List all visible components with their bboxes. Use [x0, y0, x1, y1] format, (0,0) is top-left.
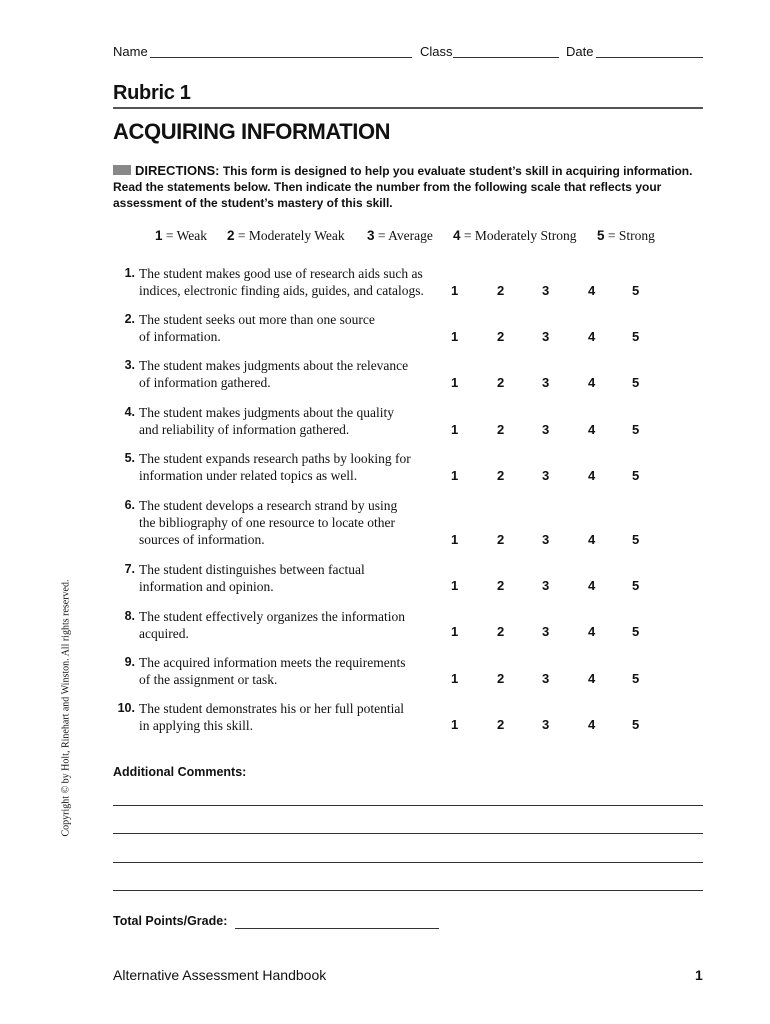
class-field[interactable]: [453, 44, 559, 58]
comment-line[interactable]: [113, 805, 703, 806]
rating-option-1[interactable]: 1: [451, 422, 459, 437]
item-text: The student demonstrates his or her full potential in applying this skill.: [139, 701, 405, 733]
directions-text: This form is designed to help you evaluate student’s skill in acquiring information. Read the statements below. Then indicate the number from the following scale that reflects your assessment of the student’s mastery of this skill.: [113, 164, 693, 210]
rating-option-1[interactable]: 1: [451, 671, 459, 686]
item-number: 1.: [124, 266, 135, 280]
scale-num-4: 4: [453, 228, 461, 243]
item-number: 10.: [117, 701, 135, 715]
rating-option-2[interactable]: 2: [497, 671, 505, 686]
item-text: The acquired information meets the requirements of the assignment or task.: [139, 655, 406, 687]
rating-option-2[interactable]: 2: [497, 468, 505, 483]
rating-option-4[interactable]: 4: [588, 532, 596, 547]
item-text: The student develops a research strand by using the bibliography of one resource to locate other sources of information.: [139, 498, 398, 547]
rating-option-5[interactable]: 5: [632, 283, 640, 298]
rating-option-2[interactable]: 2: [497, 624, 505, 639]
item-number: 9.: [124, 655, 135, 669]
rating-option-5[interactable]: 5: [632, 468, 640, 483]
rating-option-1[interactable]: 1: [451, 375, 459, 390]
name-label: Name: [113, 44, 148, 59]
page-number: 1: [695, 967, 703, 983]
name-field[interactable]: [150, 44, 412, 58]
rating-option-4[interactable]: 4: [588, 375, 596, 390]
rating-option-5[interactable]: 5: [632, 422, 640, 437]
rating-option-5[interactable]: 5: [632, 329, 640, 344]
title-divider: [113, 107, 703, 109]
item-text: The student expands research paths by looking for information under related topics as well.: [139, 451, 411, 483]
item-text: The student effectively organizes the information acquired.: [139, 609, 406, 641]
page-title: ACQUIRING INFORMATION: [113, 119, 391, 144]
rating-option-4[interactable]: 4: [588, 671, 596, 686]
rating-option-5[interactable]: 5: [632, 532, 640, 547]
scale-num-3: 3: [367, 228, 375, 243]
total-field[interactable]: [235, 928, 439, 929]
rating-option-3[interactable]: 3: [542, 375, 550, 390]
comment-line[interactable]: [113, 833, 703, 834]
scale-num-2: 2: [227, 228, 235, 243]
item-text: The student makes good use of research aids such as indices, electronic finding aids, guides, and catalogs.: [139, 266, 424, 298]
rating-option-3[interactable]: 3: [542, 717, 550, 732]
item-number: 6.: [124, 498, 135, 512]
item-number: 5.: [124, 451, 135, 465]
rating-option-2[interactable]: 2: [497, 422, 505, 437]
date-field[interactable]: [596, 44, 703, 58]
rating-option-3[interactable]: 3: [542, 283, 550, 298]
item-text: The student distinguishes between factual information and opinion.: [139, 562, 365, 594]
rating-option-5[interactable]: 5: [632, 624, 640, 639]
rating-option-1[interactable]: 1: [451, 717, 459, 732]
rating-option-1[interactable]: 1: [451, 624, 459, 639]
scale-label-1: = Weak: [165, 228, 208, 243]
date-label: Date: [566, 44, 594, 59]
item-text: The student makes judgments about the quality and reliability of information gathered.: [139, 405, 394, 437]
rating-option-4[interactable]: 4: [588, 624, 596, 639]
scale-label-5: = Strong: [607, 228, 655, 243]
rating-option-5[interactable]: 5: [632, 717, 640, 732]
item-number: 2.: [124, 312, 135, 326]
total-label: Total Points/Grade:: [113, 914, 228, 928]
item-number: 8.: [124, 609, 135, 623]
rating-option-1[interactable]: 1: [451, 532, 459, 547]
scale-label-2: = Moderately Weak: [237, 228, 345, 243]
directions-marker-icon: [113, 165, 131, 175]
rating-option-4[interactable]: 4: [588, 468, 596, 483]
comment-line[interactable]: [113, 862, 703, 863]
rating-option-3[interactable]: 3: [542, 578, 550, 593]
rating-option-1[interactable]: 1: [451, 578, 459, 593]
rating-option-4[interactable]: 4: [588, 283, 596, 298]
rating-option-3[interactable]: 3: [542, 671, 550, 686]
rating-option-4[interactable]: 4: [588, 578, 596, 593]
copyright-notice: Copyright © by Holt, Rinehart and Winston. All rights reserved.: [60, 579, 72, 837]
rating-option-3[interactable]: 3: [542, 422, 550, 437]
item-number: 7.: [124, 562, 135, 576]
comments-label: Additional Comments:: [113, 765, 247, 779]
rating-option-3[interactable]: 3: [542, 329, 550, 344]
rating-option-3[interactable]: 3: [542, 624, 550, 639]
item-number: 4.: [124, 405, 135, 419]
item-text: The student makes judgments about the relevance of information gathered.: [139, 358, 409, 390]
item-number: 3.: [124, 358, 135, 372]
rating-option-2[interactable]: 2: [497, 532, 505, 547]
rating-option-2[interactable]: 2: [497, 329, 505, 344]
rubric-label: Rubric 1: [113, 82, 191, 104]
rating-option-3[interactable]: 3: [542, 468, 550, 483]
directions: [113, 163, 713, 211]
rating-option-4[interactable]: 4: [588, 329, 596, 344]
rating-option-1[interactable]: 1: [451, 283, 459, 298]
rating-option-4[interactable]: 4: [588, 717, 596, 732]
rating-option-2[interactable]: 2: [497, 283, 505, 298]
rating-option-4[interactable]: 4: [588, 422, 596, 437]
rating-option-2[interactable]: 2: [497, 375, 505, 390]
item-text: The student seeks out more than one source of information.: [139, 312, 375, 344]
scale-num-1: 1: [155, 228, 163, 243]
rating-option-2[interactable]: 2: [497, 578, 505, 593]
rating-option-2[interactable]: 2: [497, 717, 505, 732]
comment-line[interactable]: [113, 890, 703, 891]
rating-option-1[interactable]: 1: [451, 329, 459, 344]
scale-label-3: = Average: [377, 228, 433, 243]
footer-title: Alternative Assessment Handbook: [113, 967, 327, 983]
rating-option-5[interactable]: 5: [632, 375, 640, 390]
rating-option-3[interactable]: 3: [542, 532, 550, 547]
class-label: Class: [420, 44, 453, 59]
scale-label-4: = Moderately Strong: [463, 228, 577, 243]
header-fields: [113, 44, 703, 62]
rating-option-5[interactable]: 5: [632, 671, 640, 686]
rating-option-1[interactable]: 1: [451, 468, 459, 483]
rating-option-5[interactable]: 5: [632, 578, 640, 593]
directions-label: DIRECTIONS:: [135, 163, 220, 178]
scale-num-5: 5: [597, 228, 605, 243]
